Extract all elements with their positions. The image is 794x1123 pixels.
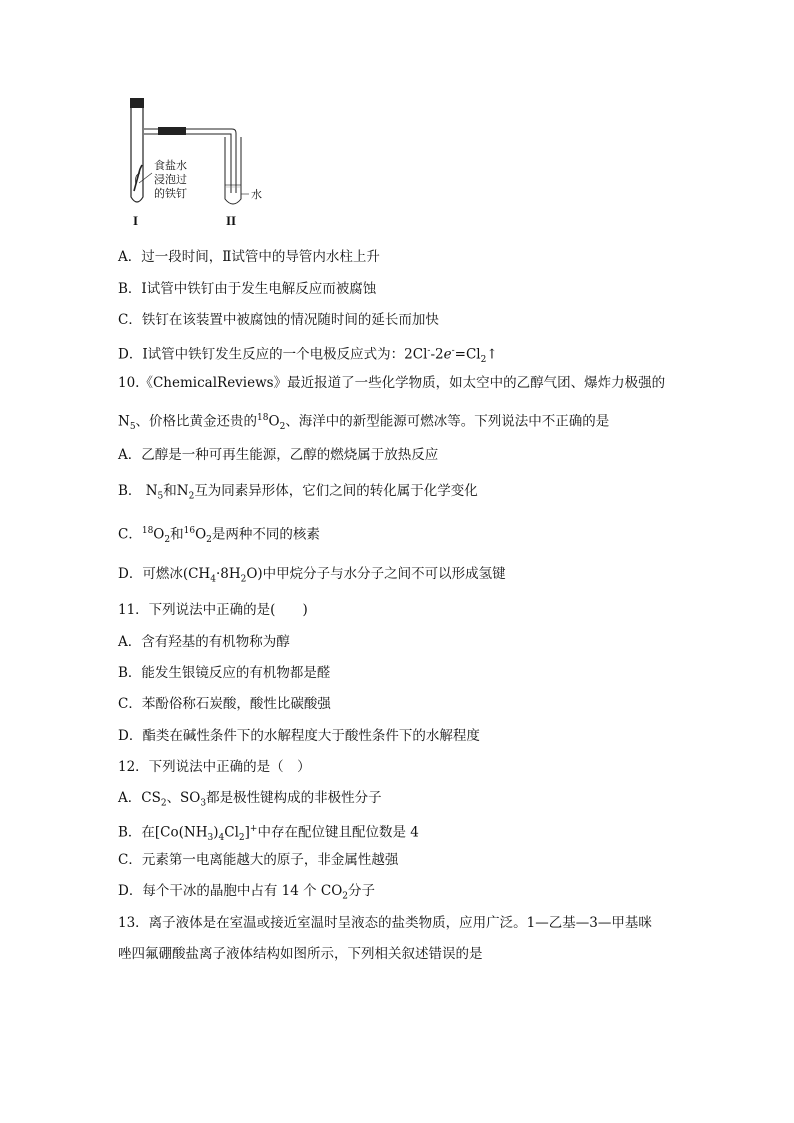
q10-option-c: C．$^{18}O_2$和$^{16}O_2$是两种不同的核素	[118, 526, 320, 546]
q12-stem: 12．下列说法中正确的是（ ）	[118, 759, 311, 775]
test-tube-1	[131, 108, 143, 202]
tube-2-label: II	[226, 213, 237, 228]
test-tube-2	[225, 137, 241, 204]
label-iron-nail: 的铁钉	[154, 187, 187, 200]
q12-option-b: B．在$[Co(NH_3)_4Cl_2]^+$中存在配位键且配位数是 4	[118, 824, 419, 844]
rubber-connector	[158, 127, 186, 135]
q9-option-c: C．铁钉在该装置中被腐蚀的情况随时间的延长而加快	[118, 312, 439, 328]
q9-option-d: D．Ⅰ试管中铁钉发生反应的一个电极反应式为：$2Cl^--2e^-=Cl_2↑$	[118, 346, 498, 366]
q10-option-d: D．可燃冰$(CH_4\cdot 8H_2O)$中甲烷分子与水分子之间不可以形成氢键	[118, 566, 506, 585]
tube-1-label: I	[133, 213, 139, 228]
label-water: 水	[251, 188, 262, 201]
label-salt-water: 食盐水	[154, 159, 187, 172]
q10-option-b: B． $N_5$和$N_2$互为同素异形体，它们之间的转化属于化学变化	[118, 483, 478, 502]
q12-option-c: C．元素第一电离能越大的原子，非金属性越强	[118, 852, 399, 868]
q13-stem-line1: 13．离子液体是在室温或接近室温时呈液态的盐类物质，应用广泛。1—乙基—3—甲基咪	[118, 915, 652, 931]
q11-option-b: B．能发生银镜反应的有机物都是醛	[118, 665, 331, 681]
q9-option-b: B．Ⅰ试管中铁钉由于发生电解反应而被腐蚀	[118, 281, 377, 297]
q12-option-a: A．$CS_2$、$SO_3$都是极性键构成的非极性分子	[118, 790, 382, 809]
q11-stem: 11．下列说法中正确的是( )	[118, 602, 308, 618]
q12-option-d: D．每个干冰的晶胞中占有 14 个 $CO_2$分子	[118, 883, 376, 902]
q10-option-a: A．乙醇是一种可再生能源，乙醇的燃烧属于放热反应	[118, 447, 439, 463]
q10-stem-line2: $N_5$、价格比黄金还贵的$^{18}O_2$、海洋中的新型能源可燃冰等。下列说法中不正确的是	[118, 413, 610, 433]
q13-stem-line2: 唑四氟硼酸盐离子液体结构如图所示，下列相关叙述错误的是	[118, 946, 483, 962]
q11-option-d: D．酯类在碱性条件下的水解程度大于酸性条件下的水解程度	[118, 728, 480, 744]
apparatus-figure	[112, 95, 282, 235]
q11-option-a: A．含有羟基的有机物称为醇	[118, 634, 290, 650]
q10-stem-line1: 10.《ChemicalReviews》最近报道了一些化学物质，如太空中的乙醇气团、爆炸力极强的	[118, 375, 666, 391]
q9-option-a: A．过一段时间，Ⅱ试管中的导管内水柱上升	[118, 249, 380, 265]
q11-option-c: C．苯酚俗称石炭酸，酸性比碳酸强	[118, 696, 331, 712]
iron-nail	[134, 165, 142, 191]
label-soaked: 浸泡过	[154, 173, 187, 186]
stopper	[130, 98, 144, 108]
